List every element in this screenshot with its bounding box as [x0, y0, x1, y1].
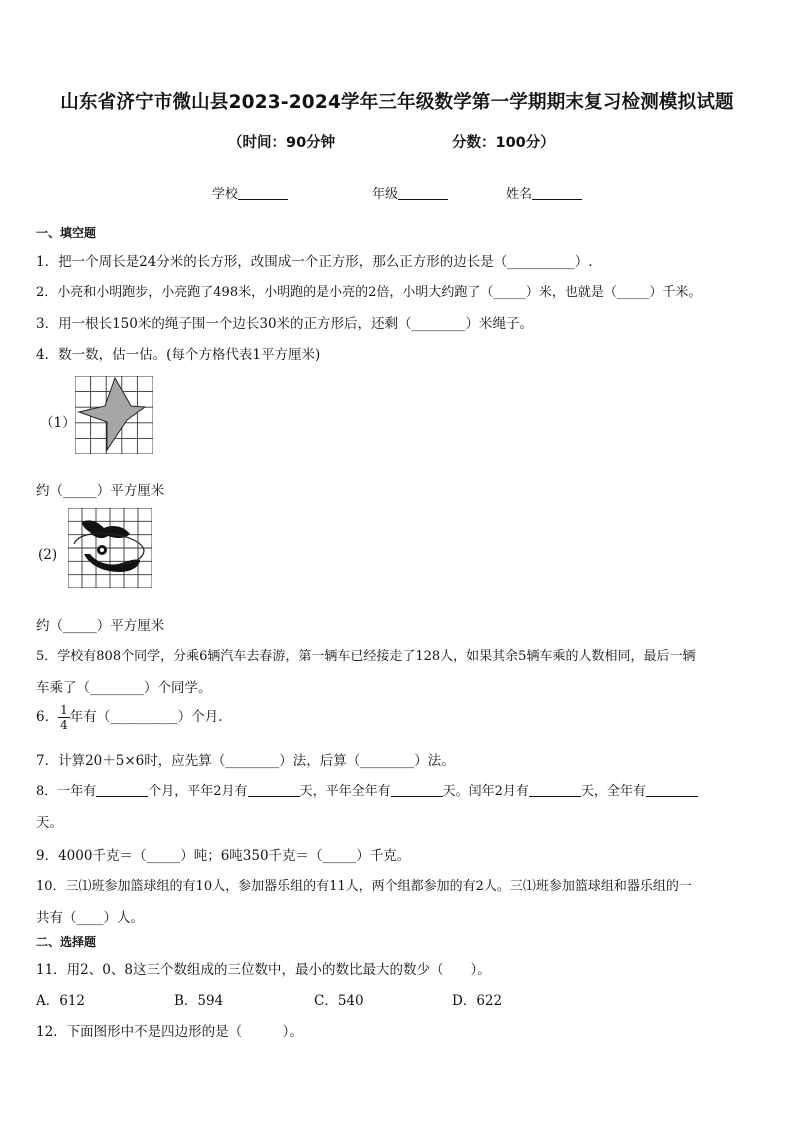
exam-time: （时间：90分钟: [228, 135, 336, 151]
answer-1: 约（_____）平方厘米: [36, 483, 165, 499]
question-3: 3．用一根长150米的绳子围一个边长30米的正方形后，还剩（________）米绳子。: [36, 316, 534, 332]
question-12: 12．下面图形中不是四边形的是（ ）。: [36, 1024, 303, 1040]
fraction: $\frac{1}{4}$: [60, 703, 68, 732]
question-10-line1: 10．三⑴班参加篮球组的有10人，参加器乐组的有11人，两个组都参加的有2人。三⑴班参加篮球组和器乐组的一: [36, 879, 692, 894]
section-heading: 二、选择题: [36, 935, 97, 949]
option-d: D．622: [452, 993, 503, 1009]
option-a: A．612: [36, 993, 86, 1009]
section-heading: 一、填空题: [36, 226, 97, 240]
question-5-line2: 车乘了（________）个同学。: [36, 680, 212, 696]
grid-figure-1: [75, 376, 153, 454]
question-7: 7．计算20＋5×6时，应先算（________）法，后算（________）法。: [36, 753, 455, 769]
name-field: 姓名: [506, 183, 582, 202]
school-field: 学校: [212, 183, 288, 202]
question-5-line1: 5．学校有808个同学，分乘6辆汽车去春游，第一辆车已经接走了128人，如果其余5辆车乘的人数相同，最后一辆: [36, 649, 696, 664]
question-4: 4．数一数，估一估。(每个方格代表1平方厘米): [36, 347, 321, 363]
question-9: 9．4000千克＝（_____）吨；6吨350千克＝（_____）千克。: [36, 848, 411, 864]
question-6: 6． $\frac{1}{4}$ 年有（__________）个月.: [36, 703, 223, 732]
question-8: 8．一年有 个月，平年2月有 天，平年全年有 天。闰年2月有 天，全年有: [36, 780, 698, 799]
option-b: B．594: [174, 993, 224, 1009]
figure-label-2: (2): [38, 547, 58, 563]
question-10-line2: 共有（____）人。: [36, 910, 144, 926]
question-1: 1．把一个周长是24分米的长方形，改围成一个正方形，那么正方形的边长是（__________）.: [36, 254, 593, 270]
question-2: 2．小亮和小明跑步，小亮跑了498米，小明跑的是小亮的2倍，小明大约跑了（_____）米，也就是（_____）千米。: [36, 285, 702, 300]
page-title: 山东省济宁市微山县2023-2024学年三年级数学第一学期期末复习检测模拟试题: [60, 92, 734, 113]
question-11: 11．用2、0、8这三个数组成的三位数中，最小的数比最大的数少（ ）。: [36, 962, 491, 978]
answer-2: 约（_____）平方厘米: [36, 618, 165, 634]
exam-score: 分数：100分）: [452, 135, 555, 151]
grid-figure-2: [68, 508, 152, 588]
grade-field: 年级: [372, 183, 448, 202]
question-8-end: 天。: [36, 815, 63, 831]
option-c: C．540: [314, 993, 364, 1009]
figure-label-1: （1）: [40, 415, 76, 431]
